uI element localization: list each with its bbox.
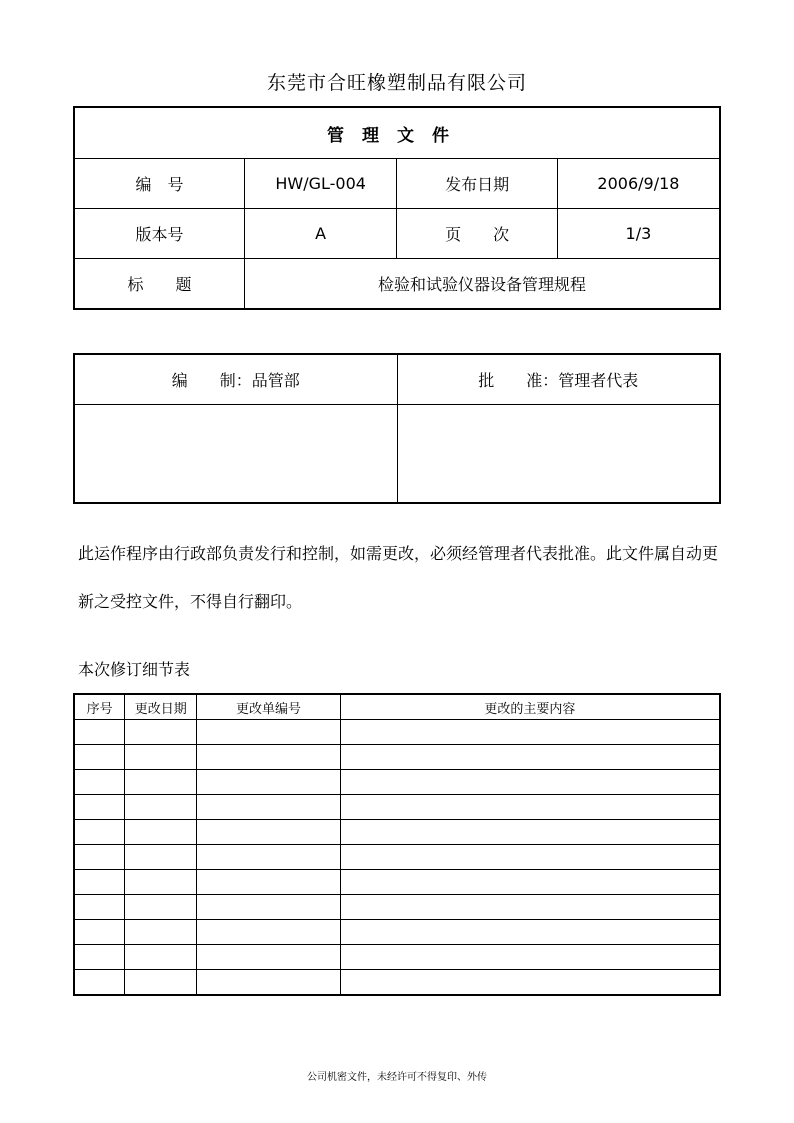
table-row: [74, 745, 720, 770]
approved-by: 管理者代表: [558, 371, 639, 390]
table-cell: [197, 970, 341, 996]
revision-table: [73, 693, 721, 996]
table-cell: [197, 945, 341, 970]
table-cell: [340, 895, 720, 920]
prepared-by: 品管部: [251, 371, 300, 390]
table-cell: [197, 895, 341, 920]
table-cell: [340, 920, 720, 945]
table-cell: [340, 970, 720, 996]
table-cell: [340, 945, 720, 970]
table-row: [74, 920, 720, 945]
table-cell: [125, 920, 197, 945]
table-cell: [125, 895, 197, 920]
table-row: [74, 820, 720, 845]
page-label: 页 次: [397, 209, 557, 259]
approval-table: [73, 353, 721, 504]
table-cell: [197, 720, 341, 745]
table-row: [74, 970, 720, 996]
column-header: 更改单编号: [197, 694, 341, 720]
table-cell: [74, 945, 125, 970]
subject-value: 检验和试验仪器设备管理规程: [244, 259, 720, 310]
confidential-footer: 公司机密文件，未经许可不得复印、外传: [307, 1072, 487, 1083]
prepared-cell: [74, 354, 397, 405]
version-value: A: [244, 209, 397, 259]
table-cell: [125, 720, 197, 745]
column-header: 序号: [74, 694, 125, 720]
table-cell: [74, 970, 125, 996]
table-cell: [340, 870, 720, 895]
page-value: 1/3: [557, 209, 720, 259]
table-cell: [74, 820, 125, 845]
table-cell: [197, 920, 341, 945]
table-cell: [197, 870, 341, 895]
table-cell: [74, 870, 125, 895]
table-cell: [125, 945, 197, 970]
column-header: 更改日期: [125, 694, 197, 720]
table-cell: [125, 845, 197, 870]
table-cell: [197, 745, 341, 770]
table-cell: [125, 795, 197, 820]
approved-cell: [397, 354, 720, 405]
table-cell: [197, 795, 341, 820]
table-cell: [197, 845, 341, 870]
prepared-signature-area: [74, 405, 397, 504]
table-cell: [340, 845, 720, 870]
table-row: [74, 720, 720, 745]
company-name: 东莞市合旺橡塑制品有限公司: [266, 72, 527, 94]
doc-no-value: HW/GL-004: [244, 159, 397, 209]
issue-date-value: 2006/9/18: [557, 159, 720, 209]
revision-header-row: [74, 694, 720, 720]
document-type-title: 管理文件: [74, 107, 720, 159]
table-cell: [340, 745, 720, 770]
issue-date-label: 发布日期: [397, 159, 557, 209]
table-cell: [125, 770, 197, 795]
table-cell: [125, 820, 197, 845]
table-row: [74, 845, 720, 870]
table-cell: [74, 845, 125, 870]
prepared-label: 编 制：: [171, 371, 252, 390]
table-cell: [74, 920, 125, 945]
table-cell: [74, 770, 125, 795]
table-cell: [74, 720, 125, 745]
doc-no-label: 编 号: [74, 159, 244, 209]
header-table: [73, 106, 721, 310]
table-cell: [340, 720, 720, 745]
table-cell: [125, 745, 197, 770]
table-cell: [197, 770, 341, 795]
approved-signature-area: [397, 405, 720, 504]
version-label: 版本号: [74, 209, 244, 259]
revision-table-title: 本次修订细节表: [78, 660, 191, 679]
table-cell: [74, 895, 125, 920]
table-row: [74, 945, 720, 970]
table-cell: [197, 820, 341, 845]
table-row: [74, 870, 720, 895]
table-row: [74, 895, 720, 920]
table-cell: [340, 820, 720, 845]
column-header: 更改的主要内容: [340, 694, 720, 720]
table-cell: [125, 970, 197, 996]
control-statement: 此运作程序由行政部负责发行和控制，如需更改，必须经管理者代表批准。此文件属自动更新之受控文件，不得自行翻印。: [78, 544, 719, 611]
table-cell: [125, 870, 197, 895]
table-cell: [340, 795, 720, 820]
subject-label: 标 题: [74, 259, 244, 310]
table-row: [74, 795, 720, 820]
table-cell: [74, 795, 125, 820]
table-cell: [340, 770, 720, 795]
table-cell: [74, 745, 125, 770]
approved-label: 批 准：: [478, 371, 559, 390]
table-row: [74, 770, 720, 795]
